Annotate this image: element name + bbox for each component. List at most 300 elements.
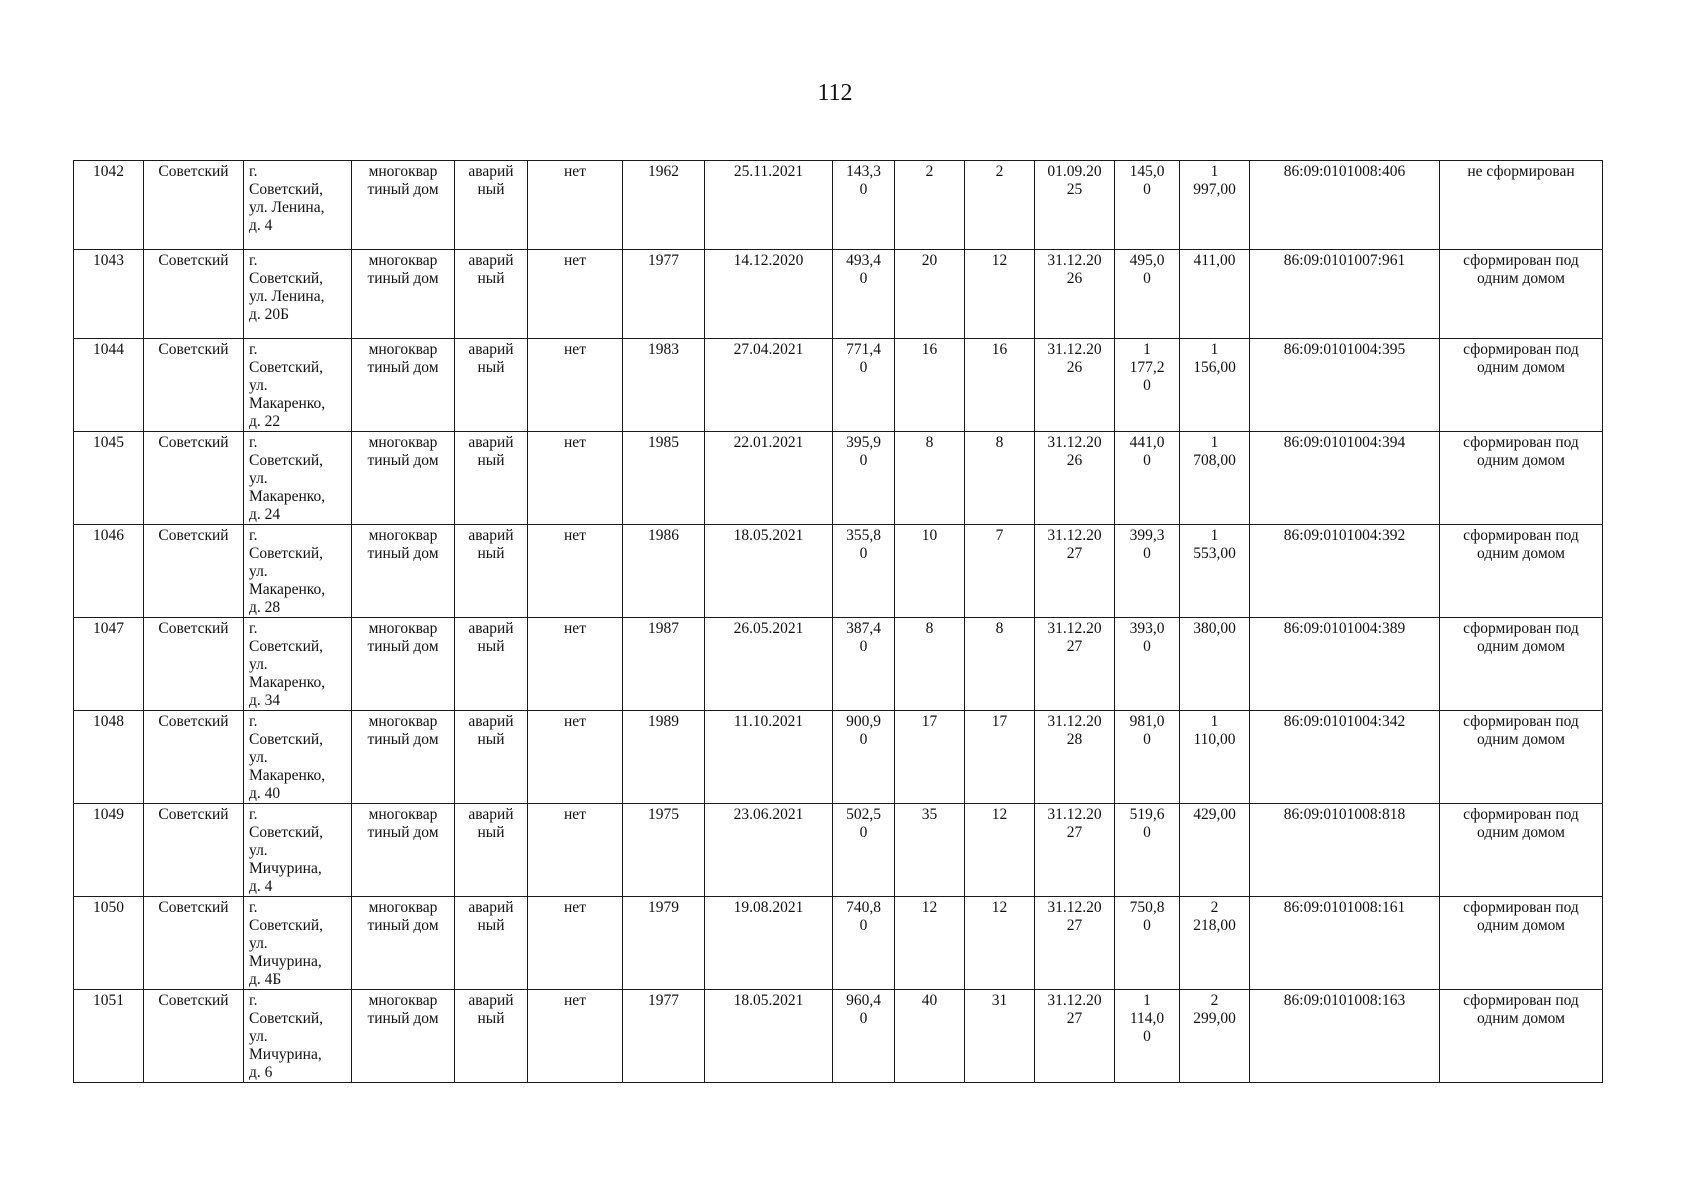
cell-recognition-date-text: 18.05.2021 — [733, 527, 804, 544]
cell-area-total — [1115, 804, 1180, 897]
cell-deadline-text: 31.12.20 28 — [1047, 713, 1102, 748]
cell-cadastral-number — [1250, 990, 1440, 1083]
cell-area-total — [1115, 250, 1180, 339]
cell-district — [144, 711, 244, 804]
cell-count-a — [895, 711, 965, 804]
cell-address — [244, 897, 352, 990]
cell-recognition-date — [705, 711, 833, 804]
cell-record-id-text: 1045 — [93, 434, 124, 451]
cell-address-text: г. Советский, ул. Ленина, д. 4 — [249, 163, 325, 234]
cell-record-id — [74, 897, 144, 990]
cell-district — [144, 161, 244, 250]
cell-condition-status-text: аварий ный — [468, 527, 514, 562]
cell-flag-text: нет — [564, 341, 586, 358]
cell-deadline — [1035, 990, 1115, 1083]
cell-recognition-date — [705, 432, 833, 525]
cell-cost — [1180, 161, 1250, 250]
cell-address-text: г. Советский, ул. Мичурина, д. 4Б — [249, 899, 324, 988]
cell-recognition-date — [705, 897, 833, 990]
cell-cadastral-number-text: 86:09:0101008:818 — [1283, 806, 1406, 823]
cell-address — [244, 711, 352, 804]
cell-address-text: г. Советский, ул. Макаренко, д. 24 — [249, 434, 326, 523]
cell-flag — [528, 897, 623, 990]
cell-cadastral-number-text: 86:09:0101008:161 — [1283, 899, 1406, 916]
cell-record-id — [74, 711, 144, 804]
cell-cost — [1180, 250, 1250, 339]
cell-count-b-text: 8 — [995, 620, 1004, 637]
cell-cadastral-number — [1250, 161, 1440, 250]
cell-recognition-date — [705, 618, 833, 711]
cell-address — [244, 432, 352, 525]
cell-count-b — [965, 618, 1035, 711]
cell-deadline — [1035, 432, 1115, 525]
cell-district — [144, 618, 244, 711]
cell-area — [833, 525, 895, 618]
cell-count-a-text: 35 — [921, 806, 938, 823]
cell-deadline-text: 31.12.20 27 — [1047, 620, 1102, 655]
cell-recognition-date-text: 18.05.2021 — [733, 992, 804, 1009]
cell-cost — [1180, 432, 1250, 525]
cell-condition-status-text: аварий ный — [468, 806, 514, 841]
cell-recognition-date-text: 27.04.2021 — [733, 341, 804, 358]
cell-district-text: Советский — [158, 527, 229, 544]
cell-building-type — [352, 990, 455, 1083]
cell-count-b — [965, 990, 1035, 1083]
cell-address-text: г. Советский, ул. Макаренко, д. 34 — [249, 620, 326, 709]
cell-area-text: 740,8 0 — [846, 899, 881, 934]
cell-count-a — [895, 990, 965, 1083]
cell-count-b — [965, 525, 1035, 618]
cell-condition-status — [455, 804, 528, 897]
cell-address-text: г. Советский, ул. Ленина, д. 20Б — [249, 252, 325, 323]
cell-land-plot-status-text: сформирован под одним домом — [1463, 992, 1579, 1027]
cell-condition-status-text: аварий ный — [468, 163, 514, 198]
cell-cadastral-number-text: 86:09:0101004:395 — [1283, 341, 1406, 358]
cell-address — [244, 250, 352, 339]
cell-building-type-text: многоквар тиный дом — [367, 806, 439, 841]
cell-district-text: Советский — [158, 806, 229, 823]
cell-year-built-text: 1975 — [648, 806, 679, 823]
cell-building-type-text: многоквар тиный дом — [367, 434, 439, 469]
cell-deadline-text: 31.12.20 26 — [1047, 252, 1102, 287]
cell-district-text: Советский — [158, 620, 229, 637]
cell-address — [244, 618, 352, 711]
cell-area-text: 960,4 0 — [846, 992, 881, 1027]
cell-count-a — [895, 804, 965, 897]
cell-count-b-text: 12 — [991, 252, 1008, 269]
cell-condition-status — [455, 897, 528, 990]
cell-cadastral-number-text: 86:09:0101004:389 — [1283, 620, 1406, 637]
cell-flag — [528, 432, 623, 525]
cell-area — [833, 432, 895, 525]
cell-year-built — [623, 711, 705, 804]
cell-condition-status-text: аварий ный — [468, 899, 514, 934]
cell-flag — [528, 711, 623, 804]
cell-area-total — [1115, 432, 1180, 525]
cell-area-total — [1115, 161, 1180, 250]
cell-area — [833, 161, 895, 250]
cell-area-total-text: 519,6 0 — [1129, 806, 1165, 841]
cell-deadline — [1035, 525, 1115, 618]
cell-district — [144, 339, 244, 432]
cell-building-type — [352, 804, 455, 897]
cell-count-a — [895, 618, 965, 711]
cell-recognition-date-text: 11.10.2021 — [733, 713, 804, 730]
cell-recognition-date — [705, 161, 833, 250]
cell-address-text: г. Советский, ул. Мичурина, д. 6 — [249, 992, 324, 1081]
cell-cost-text: 1 553,00 — [1193, 527, 1236, 562]
cell-count-b-text: 12 — [991, 899, 1008, 916]
cell-condition-status-text: аварий ный — [468, 992, 514, 1027]
cell-count-b — [965, 432, 1035, 525]
cell-cadastral-number — [1250, 525, 1440, 618]
cell-cadastral-number — [1250, 250, 1440, 339]
cell-deadline — [1035, 897, 1115, 990]
cell-area-total-text: 399,3 0 — [1129, 527, 1165, 562]
cell-cadastral-number-text: 86:09:0101004:392 — [1283, 527, 1406, 544]
cell-condition-status-text: аварий ный — [468, 341, 514, 376]
cell-year-built-text: 1979 — [648, 899, 679, 916]
cell-address — [244, 161, 352, 250]
cell-deadline — [1035, 618, 1115, 711]
cell-land-plot-status-text: сформирован под одним домом — [1463, 252, 1579, 287]
cell-recognition-date — [705, 804, 833, 897]
cell-area-total — [1115, 897, 1180, 990]
table-row — [74, 250, 1603, 339]
cell-flag — [528, 804, 623, 897]
cell-area — [833, 897, 895, 990]
cell-count-a — [895, 432, 965, 525]
table-row — [74, 990, 1603, 1083]
cell-district — [144, 250, 244, 339]
cell-cadastral-number-text: 86:09:0101004:342 — [1283, 713, 1406, 730]
cell-land-plot-status-text: сформирован под одним домом — [1463, 899, 1579, 934]
cell-cost-text: 1 110,00 — [1193, 713, 1236, 748]
cell-year-built-text: 1985 — [648, 434, 679, 451]
cell-land-plot-status — [1440, 525, 1603, 618]
cell-district — [144, 525, 244, 618]
cell-record-id — [74, 990, 144, 1083]
cell-count-b-text: 2 — [995, 163, 1004, 180]
table-row — [74, 711, 1603, 804]
table-row — [74, 525, 1603, 618]
table-row — [74, 161, 1603, 250]
cell-area-text: 502,5 0 — [846, 806, 881, 841]
cell-area-total — [1115, 525, 1180, 618]
table-row — [74, 804, 1603, 897]
cell-flag-text: нет — [564, 713, 586, 730]
cell-year-built-text: 1962 — [648, 163, 679, 180]
cell-deadline-text: 31.12.20 27 — [1047, 806, 1102, 841]
cell-deadline-text: 31.12.20 26 — [1047, 434, 1102, 469]
cell-cost-text: 429,00 — [1193, 806, 1236, 823]
page-number: 112 — [817, 80, 853, 106]
cell-building-type — [352, 897, 455, 990]
cell-cost-text: 2 299,00 — [1193, 992, 1236, 1027]
cell-condition-status — [455, 618, 528, 711]
cell-building-type-text: многоквар тиный дом — [367, 341, 439, 376]
cell-record-id-text: 1043 — [93, 252, 124, 269]
cell-year-built-text: 1986 — [648, 527, 679, 544]
cell-count-a — [895, 525, 965, 618]
cell-cost — [1180, 525, 1250, 618]
cell-flag-text: нет — [564, 899, 586, 916]
cell-cadastral-number — [1250, 711, 1440, 804]
cell-count-b-text: 7 — [995, 527, 1004, 544]
cell-count-a-text: 20 — [921, 252, 938, 269]
cell-deadline — [1035, 339, 1115, 432]
cell-address-text: г. Советский, ул. Мичурина, д. 4 — [249, 806, 324, 895]
cell-year-built — [623, 161, 705, 250]
cell-flag-text: нет — [564, 252, 586, 269]
cell-recognition-date-text: 26.05.2021 — [733, 620, 804, 637]
cell-record-id-text: 1046 — [93, 527, 124, 544]
cell-record-id — [74, 250, 144, 339]
cell-building-type-text: многоквар тиный дом — [367, 899, 439, 934]
cell-cadastral-number — [1250, 897, 1440, 990]
cell-year-built-text: 1977 — [648, 252, 679, 269]
cell-recognition-date — [705, 525, 833, 618]
cell-building-type — [352, 161, 455, 250]
cell-cost — [1180, 897, 1250, 990]
cell-cost — [1180, 990, 1250, 1083]
cell-condition-status-text: аварий ный — [468, 434, 514, 469]
cell-cost-text: 1 997,00 — [1193, 163, 1236, 198]
cell-cost-text: 2 218,00 — [1193, 899, 1236, 934]
cell-cost — [1180, 804, 1250, 897]
cell-recognition-date — [705, 250, 833, 339]
cell-land-plot-status — [1440, 161, 1603, 250]
cell-building-type — [352, 432, 455, 525]
cell-area — [833, 618, 895, 711]
cell-recognition-date-text: 19.08.2021 — [733, 899, 804, 916]
cell-count-b — [965, 804, 1035, 897]
cell-record-id — [74, 339, 144, 432]
cell-condition-status-text: аварий ный — [468, 620, 514, 655]
cell-condition-status — [455, 711, 528, 804]
cell-condition-status-text: аварий ный — [468, 713, 514, 748]
cell-cadastral-number — [1250, 618, 1440, 711]
cell-recognition-date-text: 23.06.2021 — [733, 806, 804, 823]
cell-cost-text: 1 708,00 — [1193, 434, 1236, 469]
cell-land-plot-status — [1440, 990, 1603, 1083]
cell-year-built-text: 1989 — [648, 713, 679, 730]
cell-cadastral-number — [1250, 432, 1440, 525]
cell-land-plot-status — [1440, 618, 1603, 711]
cell-building-type-text: многоквар тиный дом — [367, 252, 439, 287]
cell-count-b — [965, 250, 1035, 339]
cell-building-type — [352, 339, 455, 432]
cell-count-a-text: 17 — [921, 713, 938, 730]
cell-cost — [1180, 618, 1250, 711]
cell-building-type — [352, 525, 455, 618]
cell-count-a — [895, 339, 965, 432]
cell-record-id — [74, 432, 144, 525]
cell-year-built-text: 1977 — [648, 992, 679, 1009]
table-row — [74, 618, 1603, 711]
cell-count-b-text: 8 — [995, 434, 1004, 451]
cell-address-text: г. Советский, ул. Макаренко, д. 28 — [249, 527, 326, 616]
cell-recognition-date — [705, 990, 833, 1083]
cell-area-text: 771,4 0 — [846, 341, 881, 376]
cell-flag-text: нет — [564, 992, 586, 1009]
cell-flag — [528, 618, 623, 711]
cell-deadline — [1035, 804, 1115, 897]
cell-recognition-date — [705, 339, 833, 432]
cell-cadastral-number-text: 86:09:0101008:406 — [1283, 163, 1406, 180]
cell-flag — [528, 990, 623, 1083]
cell-area-total-text: 1 177,2 0 — [1129, 341, 1165, 394]
cell-area-total — [1115, 339, 1180, 432]
cell-land-plot-status — [1440, 711, 1603, 804]
cell-area-total-text: 441,0 0 — [1129, 434, 1165, 469]
cell-cadastral-number — [1250, 804, 1440, 897]
table-row — [74, 432, 1603, 525]
cell-count-a — [895, 897, 965, 990]
cell-flag-text: нет — [564, 806, 586, 823]
cell-district — [144, 432, 244, 525]
cell-area-total-text: 981,0 0 — [1129, 713, 1165, 748]
cell-cadastral-number-text: 86:09:0101004:394 — [1283, 434, 1406, 451]
cell-count-a — [895, 250, 965, 339]
cell-year-built — [623, 432, 705, 525]
cell-deadline-text: 31.12.20 27 — [1047, 899, 1102, 934]
cell-record-id — [74, 161, 144, 250]
cell-year-built — [623, 618, 705, 711]
cell-address-text: г. Советский, ул. Макаренко, д. 40 — [249, 713, 326, 802]
cell-condition-status — [455, 525, 528, 618]
cell-area-text: 900,9 0 — [846, 713, 881, 748]
cell-condition-status — [455, 432, 528, 525]
cell-building-type-text: многоквар тиный дом — [367, 527, 439, 562]
cell-condition-status-text: аварий ный — [468, 252, 514, 287]
cell-cost-text: 380,00 — [1193, 620, 1236, 637]
table-body — [74, 161, 1603, 1083]
cell-count-a — [895, 161, 965, 250]
cell-count-b — [965, 161, 1035, 250]
cell-district — [144, 804, 244, 897]
cell-flag — [528, 250, 623, 339]
cell-area — [833, 250, 895, 339]
table-row — [74, 897, 1603, 990]
cell-flag — [528, 161, 623, 250]
cell-area-total-text: 750,8 0 — [1129, 899, 1165, 934]
cell-area — [833, 990, 895, 1083]
cell-year-built — [623, 250, 705, 339]
cell-cadastral-number-text: 86:09:0101007:961 — [1283, 252, 1406, 269]
cell-area-text: 493,4 0 — [846, 252, 881, 287]
cell-count-a-text: 8 — [925, 434, 934, 451]
cell-condition-status — [455, 990, 528, 1083]
cell-recognition-date-text: 14.12.2020 — [733, 252, 804, 269]
cell-year-built — [623, 339, 705, 432]
cell-record-id-text: 1050 — [93, 899, 124, 916]
cell-year-built-text: 1983 — [648, 341, 679, 358]
cell-count-a-text: 40 — [921, 992, 938, 1009]
cell-record-id-text: 1047 — [93, 620, 124, 637]
cell-year-built — [623, 990, 705, 1083]
cell-deadline-text: 31.12.20 27 — [1047, 527, 1102, 562]
cell-year-built — [623, 804, 705, 897]
cell-land-plot-status-text: сформирован под одним домом — [1463, 527, 1579, 562]
cell-year-built — [623, 897, 705, 990]
cell-area — [833, 804, 895, 897]
cell-flag-text: нет — [564, 527, 586, 544]
cell-land-plot-status-text: сформирован под одним домом — [1463, 806, 1579, 841]
cell-flag — [528, 339, 623, 432]
cell-area-text: 143,3 0 — [846, 163, 881, 198]
cell-year-built-text: 1987 — [648, 620, 679, 637]
cell-land-plot-status-text: сформирован под одним домом — [1463, 620, 1579, 655]
cell-land-plot-status — [1440, 804, 1603, 897]
cell-record-id — [74, 525, 144, 618]
cell-district-text: Советский — [158, 252, 229, 269]
cell-record-id-text: 1051 — [93, 992, 124, 1009]
cell-district-text: Советский — [158, 163, 229, 180]
cell-district — [144, 897, 244, 990]
cell-record-id-text: 1049 — [93, 806, 124, 823]
cell-condition-status — [455, 161, 528, 250]
cell-area-text: 387,4 0 — [846, 620, 881, 655]
cell-record-id-text: 1042 — [93, 163, 124, 180]
cell-building-type — [352, 250, 455, 339]
cell-year-built — [623, 525, 705, 618]
cell-cadastral-number — [1250, 339, 1440, 432]
cell-condition-status — [455, 250, 528, 339]
housing-registry-table — [73, 160, 1603, 1083]
cell-land-plot-status-text: сформирован под одним домом — [1463, 713, 1579, 748]
cell-area — [833, 339, 895, 432]
cell-cost-text: 1 156,00 — [1193, 341, 1236, 376]
cell-area-total — [1115, 618, 1180, 711]
cell-building-type — [352, 711, 455, 804]
cell-land-plot-status — [1440, 897, 1603, 990]
cell-area — [833, 711, 895, 804]
cell-count-a-text: 2 — [925, 163, 934, 180]
cell-condition-status — [455, 339, 528, 432]
cell-area-total-text: 393,0 0 — [1129, 620, 1165, 655]
cell-flag — [528, 525, 623, 618]
cell-count-b — [965, 897, 1035, 990]
cell-address — [244, 339, 352, 432]
cell-cost-text: 411,00 — [1193, 252, 1236, 269]
cell-count-b-text: 16 — [991, 341, 1008, 358]
cell-address — [244, 525, 352, 618]
cell-record-id — [74, 618, 144, 711]
table-row — [74, 339, 1603, 432]
cell-count-a-text: 16 — [921, 341, 938, 358]
cell-count-b-text: 17 — [991, 713, 1008, 730]
cell-building-type-text: многоквар тиный дом — [367, 713, 439, 748]
cell-district — [144, 990, 244, 1083]
cell-record-id-text: 1044 — [93, 341, 124, 358]
cell-area-total — [1115, 711, 1180, 804]
cell-land-plot-status-text: сформирован под одним домом — [1463, 434, 1579, 469]
cell-flag-text: нет — [564, 620, 586, 637]
cell-land-plot-status — [1440, 250, 1603, 339]
cell-address — [244, 804, 352, 897]
cell-area-total-text: 1 114,0 0 — [1129, 992, 1165, 1045]
cell-land-plot-status — [1440, 432, 1603, 525]
cell-deadline-text: 31.12.20 27 — [1047, 992, 1102, 1027]
cell-district-text: Советский — [158, 341, 229, 358]
cell-district-text: Советский — [158, 434, 229, 451]
cell-area-text: 395,9 0 — [846, 434, 881, 469]
cell-building-type-text: многоквар тиный дом — [367, 620, 439, 655]
cell-area-total — [1115, 990, 1180, 1083]
cell-building-type-text: многоквар тиный дом — [367, 163, 439, 198]
cell-flag-text: нет — [564, 434, 586, 451]
